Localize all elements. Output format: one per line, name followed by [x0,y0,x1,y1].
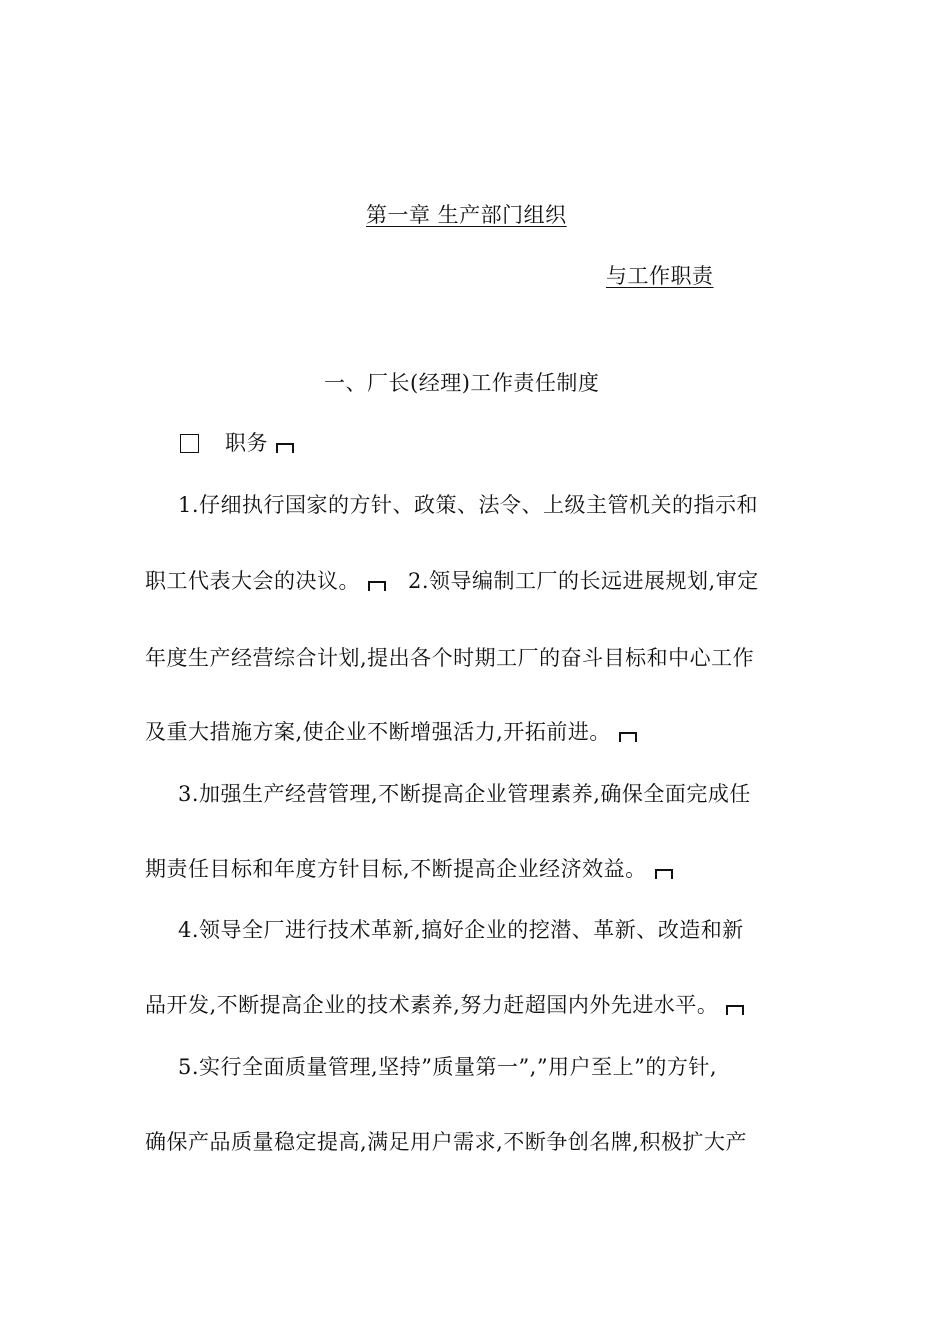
section-heading: 一、厂长(经理)工作责任制度 [324,371,600,395]
body-line-5: 3.加强生产经营管理,不断提高企业管理素养,确保全面完成任 [178,782,751,806]
body-line-8 [145,990,744,1020]
body-line-3: 年度生产经营综合计划,提出各个时期工厂的奋斗目标和中心工作 [145,646,755,670]
body-line-10: 确保产品质量稳定提高,满足用户需求,不断争创名牌,积极扩大产 [145,1130,748,1154]
paragraph-mark-icon [655,869,673,879]
body-line-1: 1.仔细执行国家的方针、政策、法令、上级主管机关的指示和 [178,493,759,517]
body-line-4-text: 及重大措施方案,使企业不断增强活力,开拓前进。 [145,720,611,744]
body-line-6 [145,854,673,884]
body-line-9: 5.实行全面质量管理,坚持”质量第一”,”用户至上”的方针, [178,1055,718,1079]
body-line-8-text: 品开发,不断提高企业的技术素养,努力赶超国内外先进水平。 [145,993,719,1017]
paragraph-mark-icon [276,443,294,453]
body-line-2 [145,566,759,596]
body-line-2a: 职工代表大会的决议。 [145,569,360,593]
body-line-4 [145,717,637,747]
subsection-label: 职务 [225,431,268,455]
paragraph-mark-icon [368,581,386,591]
paragraph-mark-icon [726,1005,744,1015]
body-line-6-text: 期责任目标和年度方针目标,不断提高企业经济效益。 [145,857,647,881]
body-line-7: 4.领导全厂进行技术革新,搞好企业的挖潜、革新、改造和新 [178,918,744,942]
checkbox-icon [180,434,199,453]
chapter-title: 第一章 生产部门组织 [366,203,567,227]
chapter-title-continuation: 与工作职责 [606,264,714,288]
body-line-2b: 2.领导编制工厂的长远进展规划,审定 [408,569,759,593]
subsection-heading [180,428,294,458]
paragraph-mark-icon [619,732,637,742]
